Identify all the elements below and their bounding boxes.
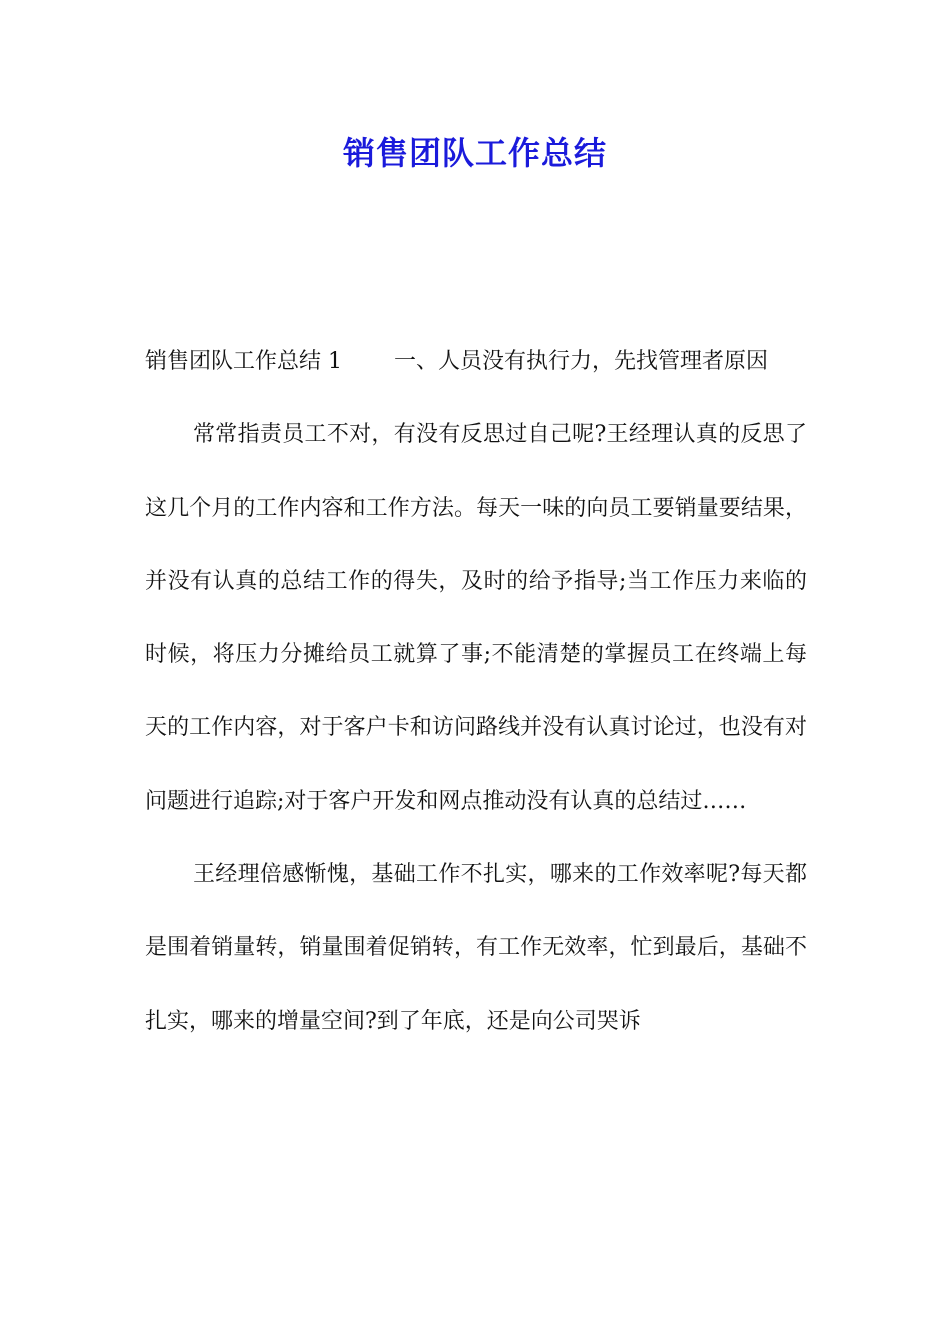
document-title: 销售团队工作总结 [342,134,607,172]
section-heading-line [145,325,807,398]
document-body [145,325,807,1058]
section-heading: 销售团队工作总结 1 [145,349,342,374]
paragraph-1: 常常指责员工不对，有没有反思过自己呢?王经理认真的反思了这几个月的工作内容和工作方法。每天一味的向员工要销量要结果，并没有认真的总结工作的得失，及时的给予指导;当工作压力来临的时候，将压力分摊给员工就算了事;不能清楚的掌握员工在终端上每天的工作内容，对于客户卡和访问路线并没有认真讨论过，也没有对问题进行追踪;对于客户开发和网点推动没有认真的总结过…… [145,422,807,814]
paragraph-2: 王经理倍感惭愧，基础工作不扎实，哪来的工作效率呢?每天都是围着销量转，销量围着促销转，有工作无效率，忙到最后，基础不扎实，哪来的增量空间?到了年底，还是向公司哭诉 [145,862,807,1034]
subheading: 一、人员没有执行力，先找管理者原因 [394,349,769,374]
